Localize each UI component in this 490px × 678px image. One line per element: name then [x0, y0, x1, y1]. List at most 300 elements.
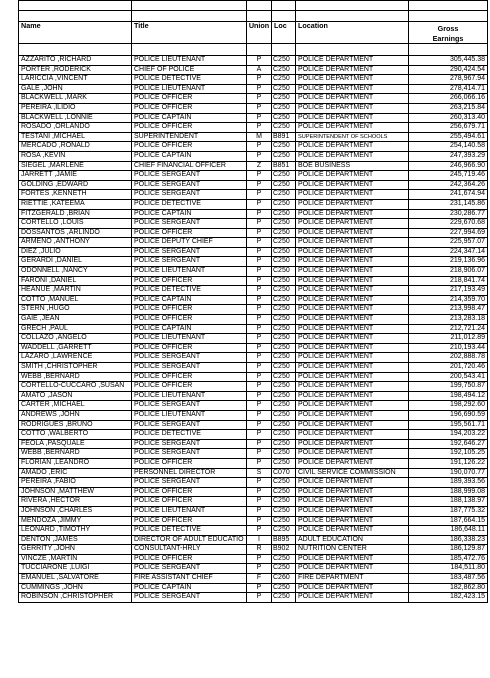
table-row: [19, 257, 488, 267]
cell-loc: C250: [272, 286, 296, 296]
cell-name: RIETTIE ,KATEEMA: [19, 199, 132, 209]
cell-name: VINCZE ,MARTIN: [19, 554, 132, 564]
header-name: Name: [19, 22, 132, 44]
cell-location: CIVIL SERVICE COMMISSION: [296, 468, 409, 478]
cell-location: POLICE DEPARTMENT: [296, 439, 409, 449]
cell-location: POLICE DEPARTMENT: [296, 353, 409, 363]
cell-union: P: [247, 267, 272, 277]
cell-location: POLICE DEPARTMENT: [296, 526, 409, 536]
cell-title: POLICE SERGEANT: [132, 190, 247, 200]
cell-gross-earnings: 256,679.71: [409, 123, 488, 133]
header-gross-earnings: [409, 22, 488, 44]
cell-gross-earnings: 224,347.14: [409, 247, 488, 257]
cell-union: P: [247, 506, 272, 516]
cell-gross-earnings: 182,862.80: [409, 583, 488, 593]
table-row: [19, 238, 488, 248]
cell-union: P: [247, 151, 272, 161]
cell-loc: B851: [272, 161, 296, 171]
table-row: [19, 516, 488, 526]
cell-gross-earnings: 186,129.87: [409, 545, 488, 555]
cell-union: P: [247, 190, 272, 200]
cell-union: P: [247, 103, 272, 113]
cell-gross-earnings: 266,066.16: [409, 94, 488, 104]
table-row: [19, 497, 488, 507]
cell-union: P: [247, 199, 272, 209]
cell-title: CHIEF OF POLICE: [132, 65, 247, 75]
cell-loc: C250: [272, 334, 296, 344]
cell-gross-earnings: 212,721.24: [409, 324, 488, 334]
cell-loc: C250: [272, 363, 296, 373]
cell-title: POLICE OFFICER: [132, 497, 247, 507]
cell-name: AZZARITO ,RICHARD: [19, 56, 132, 66]
cell-location: POLICE DEPARTMENT: [296, 219, 409, 229]
cell-gross-earnings: 231,145.86: [409, 199, 488, 209]
cell-gross-earnings: 217,193.49: [409, 286, 488, 296]
table-row: [19, 363, 488, 373]
cell-name: FORTES ,KENNETH: [19, 190, 132, 200]
cell-name: ROBINSON ,CHRISTOPHER: [19, 593, 132, 603]
table-row: [19, 583, 488, 593]
cell-location: POLICE DEPARTMENT: [296, 75, 409, 85]
cell-location: POLICE DEPARTMENT: [296, 295, 409, 305]
table-row: [19, 161, 488, 171]
cell-gross-earnings: 213,283.18: [409, 315, 488, 325]
cell-title: POLICE SERGEANT: [132, 247, 247, 257]
cell-union: P: [247, 56, 272, 66]
cell-gross-earnings: 200,543.41: [409, 372, 488, 382]
cell-location: FIRE DEPARTMENT: [296, 574, 409, 584]
cell-name: ROSA ,KEVIN: [19, 151, 132, 161]
cell-union: P: [247, 343, 272, 353]
cell-location: POLICE DEPARTMENT: [296, 171, 409, 181]
cell-gross-earnings: 218,906.07: [409, 267, 488, 277]
cell-loc: C250: [272, 497, 296, 507]
cell-gross-earnings: 186,338.23: [409, 535, 488, 545]
cell-title: POLICE OFFICER: [132, 382, 247, 392]
cell-loc: C250: [272, 171, 296, 181]
cell-gross-earnings: 278,967.94: [409, 75, 488, 85]
cell-location: POLICE DEPARTMENT: [296, 123, 409, 133]
table-row: [19, 190, 488, 200]
cell-loc: C250: [272, 343, 296, 353]
cell-title: POLICE SERGEANT: [132, 564, 247, 574]
cell-union: P: [247, 295, 272, 305]
cell-union: P: [247, 391, 272, 401]
cell-gross-earnings: 245,719.46: [409, 171, 488, 181]
cell-name: AMATO ,JASON: [19, 391, 132, 401]
cell-location: POLICE DEPARTMENT: [296, 180, 409, 190]
cell-location: POLICE DEPARTMENT: [296, 305, 409, 315]
cell-name: GERARDI ,DANIEL: [19, 257, 132, 267]
table-row: [19, 56, 488, 66]
table-row: [19, 468, 488, 478]
cell-location: POLICE DEPARTMENT: [296, 430, 409, 440]
cell-title: POLICE DETECTIVE: [132, 75, 247, 85]
cell-location: POLICE DEPARTMENT: [296, 343, 409, 353]
cell-union: P: [247, 439, 272, 449]
cell-location: POLICE DEPARTMENT: [296, 84, 409, 94]
cell-gross-earnings: 290,424.54: [409, 65, 488, 75]
cell-name: TUCCIARONE ,LUIGI: [19, 564, 132, 574]
cell-loc: C250: [272, 593, 296, 603]
cell-title: POLICE CAPTAIN: [132, 295, 247, 305]
cell-union: P: [247, 564, 272, 574]
cell-location: POLICE DEPARTMENT: [296, 56, 409, 66]
cell-union: P: [247, 180, 272, 190]
header-pay-line1: Gross: [437, 24, 459, 33]
cell-location: POLICE DEPARTMENT: [296, 516, 409, 526]
table-row: [19, 75, 488, 85]
cell-location: POLICE DEPARTMENT: [296, 401, 409, 411]
cell-gross-earnings: 225,957.07: [409, 238, 488, 248]
table-row: [19, 593, 488, 603]
cell-gross-earnings: 242,364.26: [409, 180, 488, 190]
cell-loc: C250: [272, 506, 296, 516]
blank-row: [19, 44, 488, 56]
cell-location: POLICE DEPARTMENT: [296, 478, 409, 488]
header-row: [19, 22, 488, 44]
cell-union: P: [247, 228, 272, 238]
table-row: [19, 247, 488, 257]
cell-title: CHIEF FINANCIAL OFFICER: [132, 161, 247, 171]
cell-union: P: [247, 94, 272, 104]
cell-title: POLICE OFFICER: [132, 276, 247, 286]
cell-location: POLICE DEPARTMENT: [296, 382, 409, 392]
cell-gross-earnings: 198,494.12: [409, 391, 488, 401]
cell-union: F: [247, 574, 272, 584]
table-row: [19, 478, 488, 488]
cell-union: R: [247, 545, 272, 555]
table-row: [19, 430, 488, 440]
cell-union: P: [247, 554, 272, 564]
cell-loc: C250: [272, 487, 296, 497]
cell-name: JOHNSON ,CHARLES: [19, 506, 132, 516]
cell-name: COLLAZO ,ANGELO: [19, 334, 132, 344]
table-row: [19, 343, 488, 353]
cell-location: POLICE DEPARTMENT: [296, 209, 409, 219]
cell-gross-earnings: 202,888.78: [409, 353, 488, 363]
cell-union: P: [247, 305, 272, 315]
cell-location: POLICE DEPARTMENT: [296, 449, 409, 459]
cell-name: RIVERA ,HECTOR: [19, 497, 132, 507]
cell-gross-earnings: 189,393.56: [409, 478, 488, 488]
cell-loc: C250: [272, 324, 296, 334]
cell-location: POLICE DEPARTMENT: [296, 65, 409, 75]
cell-name: CORTELLO ,LOUIS: [19, 219, 132, 229]
cell-location: SUPERINTENDENT OF SCHOOLS: [296, 132, 409, 142]
cell-loc: C250: [272, 420, 296, 430]
cell-union: P: [247, 113, 272, 123]
table-row: [19, 132, 488, 142]
cell-location: POLICE DEPARTMENT: [296, 228, 409, 238]
cell-union: P: [247, 315, 272, 325]
cell-location: POLICE DEPARTMENT: [296, 324, 409, 334]
cell-name: DENTON ,JAMES: [19, 535, 132, 545]
cell-title: POLICE CAPTAIN: [132, 113, 247, 123]
table-row: [19, 315, 488, 325]
cell-location: POLICE DEPARTMENT: [296, 103, 409, 113]
cell-union: P: [247, 410, 272, 420]
cell-name: SIEGEL ,MARLENE: [19, 161, 132, 171]
table-row: [19, 65, 488, 75]
cell-title: POLICE SERGEANT: [132, 353, 247, 363]
cell-location: POLICE DEPARTMENT: [296, 583, 409, 593]
cell-gross-earnings: 198,292.60: [409, 401, 488, 411]
cell-gross-earnings: 188,138.97: [409, 497, 488, 507]
cell-gross-earnings: 186,648.11: [409, 526, 488, 536]
cell-loc: B902: [272, 545, 296, 555]
cell-name: BLACKWELL ,MARK: [19, 94, 132, 104]
cell-loc: C250: [272, 410, 296, 420]
cell-name: HEANUE ,MARTIN: [19, 286, 132, 296]
cell-title: POLICE SERGEANT: [132, 420, 247, 430]
cell-loc: C250: [272, 180, 296, 190]
header-union: Union: [247, 22, 272, 44]
cell-location: POLICE DEPARTMENT: [296, 593, 409, 603]
cell-title: POLICE LIEUTENANT: [132, 56, 247, 66]
cell-loc: C250: [272, 103, 296, 113]
cell-gross-earnings: 255,494.61: [409, 132, 488, 142]
cell-gross-earnings: 196,690.59: [409, 410, 488, 420]
table-row: [19, 142, 488, 152]
cell-gross-earnings: 210,193.44: [409, 343, 488, 353]
cell-location: POLICE DEPARTMENT: [296, 554, 409, 564]
cell-loc: C250: [272, 257, 296, 267]
cell-name: RODRIGUES ,BRUNO: [19, 420, 132, 430]
cell-gross-earnings: 263,215.84: [409, 103, 488, 113]
cell-name: CARTER ,MICHAEL: [19, 401, 132, 411]
table-row: [19, 276, 488, 286]
cell-name: GALE ,JOHN: [19, 84, 132, 94]
cell-union: P: [247, 142, 272, 152]
cell-union: P: [247, 334, 272, 344]
table-row: [19, 123, 488, 133]
cell-loc: C250: [272, 228, 296, 238]
cell-union: P: [247, 363, 272, 373]
cell-title: POLICE SERGEANT: [132, 593, 247, 603]
table-row: [19, 151, 488, 161]
earnings-table: [18, 0, 488, 603]
cell-loc: C250: [272, 238, 296, 248]
cell-gross-earnings: 187,775.32: [409, 506, 488, 516]
cell-gross-earnings: 183,487.56: [409, 574, 488, 584]
cell-gross-earnings: 201,720.46: [409, 363, 488, 373]
cell-name: STERN ,HUGO: [19, 305, 132, 315]
cell-location: POLICE DEPARTMENT: [296, 190, 409, 200]
cell-title: POLICE OFFICER: [132, 458, 247, 468]
cell-union: P: [247, 286, 272, 296]
table-row: [19, 526, 488, 536]
table-row: [19, 487, 488, 497]
cell-loc: C250: [272, 56, 296, 66]
cell-loc: C250: [272, 305, 296, 315]
cell-title: POLICE CAPTAIN: [132, 151, 247, 161]
table-row: [19, 382, 488, 392]
table-row: [19, 449, 488, 459]
cell-title: POLICE SERGEANT: [132, 180, 247, 190]
cell-name: WEBB ,BERNARD: [19, 372, 132, 382]
cell-gross-earnings: 218,841.74: [409, 276, 488, 286]
table-row: [19, 458, 488, 468]
cell-location: POLICE DEPARTMENT: [296, 315, 409, 325]
cell-union: P: [247, 257, 272, 267]
table-row: [19, 199, 488, 209]
cell-title: POLICE SERGEANT: [132, 449, 247, 459]
table-row: [19, 94, 488, 104]
cell-name: ARMENO ,ANTHONY: [19, 238, 132, 248]
cell-name: PORTER ,RODERICK: [19, 65, 132, 75]
cell-loc: C260: [272, 574, 296, 584]
cell-union: P: [247, 497, 272, 507]
cell-gross-earnings: 247,393.29: [409, 151, 488, 161]
table-row: [19, 545, 488, 555]
cell-name: AMADO ,ERIC: [19, 468, 132, 478]
cell-name: FEOLA ,PASQUALE: [19, 439, 132, 449]
cell-title: POLICE DEPUTY CHIEF: [132, 238, 247, 248]
cell-name: MERCADO ,RONALD: [19, 142, 132, 152]
cell-loc: C250: [272, 75, 296, 85]
cell-union: P: [247, 75, 272, 85]
cell-title: POLICE DETECTIVE: [132, 199, 247, 209]
cell-union: P: [247, 353, 272, 363]
cell-name: FARONI ,DANIEL: [19, 276, 132, 286]
cell-gross-earnings: 254,140.58: [409, 142, 488, 152]
table-row: [19, 554, 488, 564]
cell-location: POLICE DEPARTMENT: [296, 257, 409, 267]
cell-title: POLICE CAPTAIN: [132, 583, 247, 593]
table-row: [19, 353, 488, 363]
cell-loc: C250: [272, 113, 296, 123]
cell-union: S: [247, 468, 272, 478]
cell-loc: C250: [272, 526, 296, 536]
cell-title: SUPERINTENDENT: [132, 132, 247, 142]
table-row: [19, 305, 488, 315]
table-row: [19, 103, 488, 113]
cell-gross-earnings: 185,472.76: [409, 554, 488, 564]
cell-title: CONSULTANT-HRLY: [132, 545, 247, 555]
cell-loc: C250: [272, 123, 296, 133]
cell-loc: B895: [272, 535, 296, 545]
cell-loc: C250: [272, 554, 296, 564]
cell-union: P: [247, 449, 272, 459]
cell-title: POLICE LIEUTENANT: [132, 391, 247, 401]
cell-title: POLICE OFFICER: [132, 228, 247, 238]
cell-title: POLICE OFFICER: [132, 305, 247, 315]
table-row: [19, 391, 488, 401]
cell-union: P: [247, 583, 272, 593]
cell-loc: B891: [272, 132, 296, 142]
cell-gross-earnings: 305,445.38: [409, 56, 488, 66]
cell-union: P: [247, 247, 272, 257]
cell-name: COTTO ,WALBERTO: [19, 430, 132, 440]
cell-name: LARICCIA ,VINCENT: [19, 75, 132, 85]
cell-gross-earnings: 184,511.80: [409, 564, 488, 574]
table-row: [19, 84, 488, 94]
header-loc: Loc: [272, 22, 296, 44]
cell-name: ROSADO ,ORLANDO: [19, 123, 132, 133]
cell-title: POLICE DETECTIVE: [132, 286, 247, 296]
cell-gross-earnings: 278,414.71: [409, 84, 488, 94]
cell-union: P: [247, 593, 272, 603]
table-row: [19, 219, 488, 229]
table-row: [19, 209, 488, 219]
cell-name: WEBB ,BERNARD: [19, 449, 132, 459]
cell-loc: C250: [272, 583, 296, 593]
cell-loc: C250: [272, 430, 296, 440]
cell-name: TESTANI ,MICHAEL: [19, 132, 132, 142]
cell-location: POLICE DEPARTMENT: [296, 410, 409, 420]
cell-name: FITZGERALD ,BRIAN: [19, 209, 132, 219]
cell-union: P: [247, 238, 272, 248]
cell-union: P: [247, 324, 272, 334]
cell-union: P: [247, 526, 272, 536]
cell-loc: C250: [272, 458, 296, 468]
cell-title: POLICE DETECTIVE: [132, 526, 247, 536]
cell-loc: C250: [272, 439, 296, 449]
table-row: [19, 535, 488, 545]
cell-name: GERRITY ,JOHN: [19, 545, 132, 555]
cell-loc: C250: [272, 151, 296, 161]
cell-title: POLICE LIEUTENANT: [132, 410, 247, 420]
cell-title: POLICE OFFICER: [132, 142, 247, 152]
cell-gross-earnings: 214,359.70: [409, 295, 488, 305]
cell-title: POLICE OFFICER: [132, 315, 247, 325]
cell-union: P: [247, 123, 272, 133]
cell-title: POLICE CAPTAIN: [132, 324, 247, 334]
cell-gross-earnings: 260,313.40: [409, 113, 488, 123]
cell-title: POLICE OFFICER: [132, 516, 247, 526]
cell-name: DOSSANTOS ,ARLINDO: [19, 228, 132, 238]
cell-location: POLICE DEPARTMENT: [296, 420, 409, 430]
cell-gross-earnings: 241,674.94: [409, 190, 488, 200]
cell-name: JOHNSON ,MATTHEW: [19, 487, 132, 497]
cell-name: SMITH ,CHRISTOPHER: [19, 363, 132, 373]
cell-loc: C250: [272, 209, 296, 219]
table-row: [19, 286, 488, 296]
cell-gross-earnings: 192,646.27: [409, 439, 488, 449]
cell-gross-earnings: 230,286.77: [409, 209, 488, 219]
cell-loc: C250: [272, 449, 296, 459]
cell-union: P: [247, 382, 272, 392]
cell-name: PEREIRA ,FABIO: [19, 478, 132, 488]
cell-loc: C250: [272, 190, 296, 200]
cell-union: P: [247, 420, 272, 430]
cell-loc: C250: [272, 353, 296, 363]
cell-gross-earnings: 187,664.15: [409, 516, 488, 526]
cell-location: POLICE DEPARTMENT: [296, 142, 409, 152]
cell-loc: C250: [272, 401, 296, 411]
cell-name: PEREIRA ,ILIDIO: [19, 103, 132, 113]
cell-title: POLICE SERGEANT: [132, 219, 247, 229]
cell-gross-earnings: 246,966.90: [409, 161, 488, 171]
cell-name: WADDELL ,GARRETT: [19, 343, 132, 353]
cell-union: P: [247, 516, 272, 526]
cell-name: FLORIAN ,LEANDRO: [19, 458, 132, 468]
cell-location: POLICE DEPARTMENT: [296, 276, 409, 286]
cell-location: POLICE DEPARTMENT: [296, 506, 409, 516]
cell-loc: C250: [272, 382, 296, 392]
cell-location: POLICE DEPARTMENT: [296, 497, 409, 507]
table-row: [19, 574, 488, 584]
cell-title: POLICE OFFICER: [132, 123, 247, 133]
cell-union: P: [247, 430, 272, 440]
cell-loc: C250: [272, 564, 296, 574]
cell-union: P: [247, 458, 272, 468]
cell-location: POLICE DEPARTMENT: [296, 151, 409, 161]
cell-union: P: [247, 171, 272, 181]
cell-gross-earnings: 219,136.96: [409, 257, 488, 267]
table-row: [19, 267, 488, 277]
